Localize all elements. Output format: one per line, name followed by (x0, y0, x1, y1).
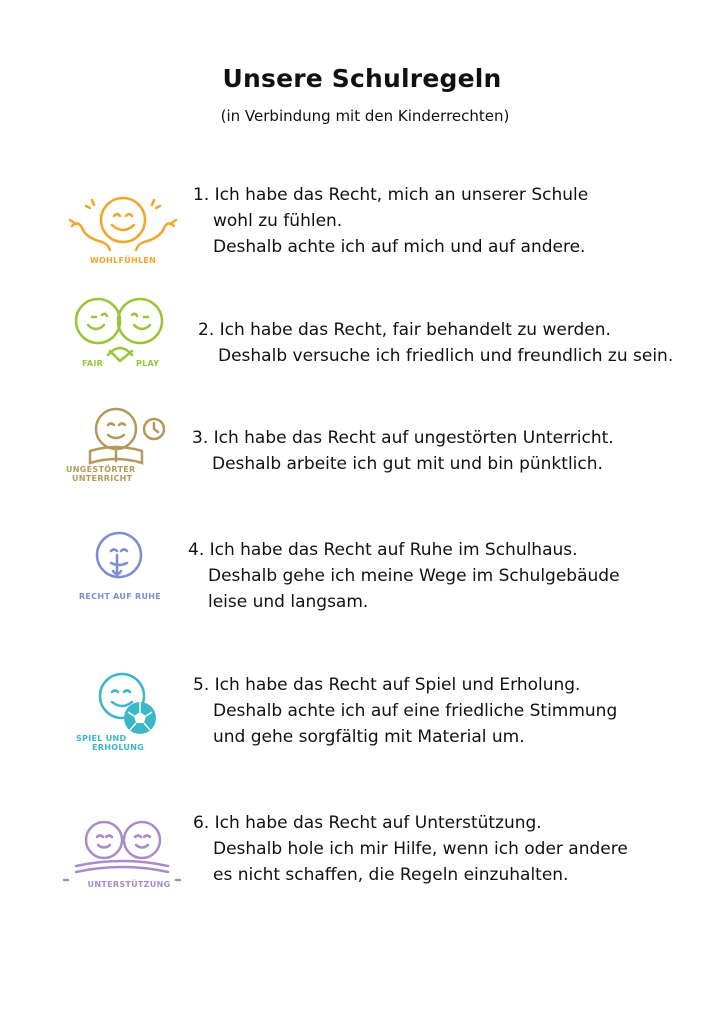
rule-6 (0, 800, 724, 910)
rule-1 (0, 180, 724, 290)
rule-4-text (188, 537, 620, 615)
rule-3-line-1: 3. Ich habe das Recht auf ungestörten Unterricht. (192, 428, 614, 448)
spiel-und-erholung-football-icon (58, 670, 188, 770)
rule-4-line-3: leise und langsam. (208, 592, 369, 612)
rule-2-line-1: 2. Ich habe das Recht, fair behandelt zu werden. (198, 320, 611, 340)
icon-label-play: PLAY (136, 359, 160, 368)
icon-label-ruhe: RECHT AUF RUHE (78, 592, 162, 601)
rule-6-line-1: 6. Ich habe das Recht auf Unterstützung. (193, 813, 542, 833)
rule-1-text (193, 182, 588, 260)
icon-label-ungestoerter: UNGESTÖRTER (66, 465, 136, 474)
rule-1-line-1: 1. Ich habe das Recht, mich an unserer Schule (193, 185, 589, 205)
rule-2-text (198, 317, 673, 369)
rule-1-line-2: wohl zu fühlen. (213, 211, 343, 231)
rule-5-text (193, 672, 617, 750)
page-title: Unsere Schulregeln (222, 64, 502, 93)
page-subtitle: (in Verbindung mit den Kinderrechten) (220, 107, 510, 125)
rule-5-line-2: Deshalb achte ich auf eine friedliche Stimmung (213, 701, 618, 721)
rule-6-line-2: Deshalb hole ich mir Hilfe, wenn ich oder andere (213, 839, 628, 859)
rule-3-text (192, 425, 614, 477)
rule-5-line-3: und gehe sorgfältig mit Material um. (213, 727, 525, 747)
rule-5 (0, 660, 724, 770)
fair-play-handshake-icon (58, 295, 188, 395)
rule-6-line-3: es nicht schaffen, die Regeln einzuhalten. (213, 865, 569, 885)
wohlfuehlen-smiley-hands-icon (58, 190, 188, 290)
rule-5-line-1: 5. Ich habe das Recht auf Spiel und Erholung. (193, 675, 581, 695)
ungestoerter-unterricht-clock-book-icon (60, 405, 190, 505)
recht-auf-ruhe-shush-icon (55, 525, 185, 625)
rule-2 (0, 295, 724, 405)
rule-3 (0, 405, 724, 515)
rule-1-line-3: Deshalb achte ich auf mich und auf andere. (213, 237, 586, 257)
rule-4-line-1: 4. Ich habe das Recht auf Ruhe im Schulhaus. (188, 540, 578, 560)
icon-label-spiel-und: SPIEL UND (76, 734, 127, 743)
icon-label-erholung: ERHOLUNG (92, 743, 145, 752)
rule-6-text (193, 810, 628, 888)
icon-label-wohlfuehlen: WOHLFÜHLEN (89, 256, 157, 265)
rule-4-line-2: Deshalb gehe ich meine Wege im Schulgebäude (208, 566, 620, 586)
unterstuetzung-two-smileys-book-icon (56, 810, 186, 910)
rule-4 (0, 525, 724, 635)
rule-3-line-2: Deshalb arbeite ich gut mit und bin pünktlich. (212, 454, 603, 474)
rule-2-line-2: Deshalb versuche ich friedlich und freundlich zu sein. (218, 346, 674, 366)
icon-label-unterricht: UNTERRICHT (72, 474, 133, 483)
icon-label-fair: FAIR (82, 359, 104, 368)
icon-label-unterstuetzung: UNTERSTÜTZUNG (87, 880, 171, 889)
